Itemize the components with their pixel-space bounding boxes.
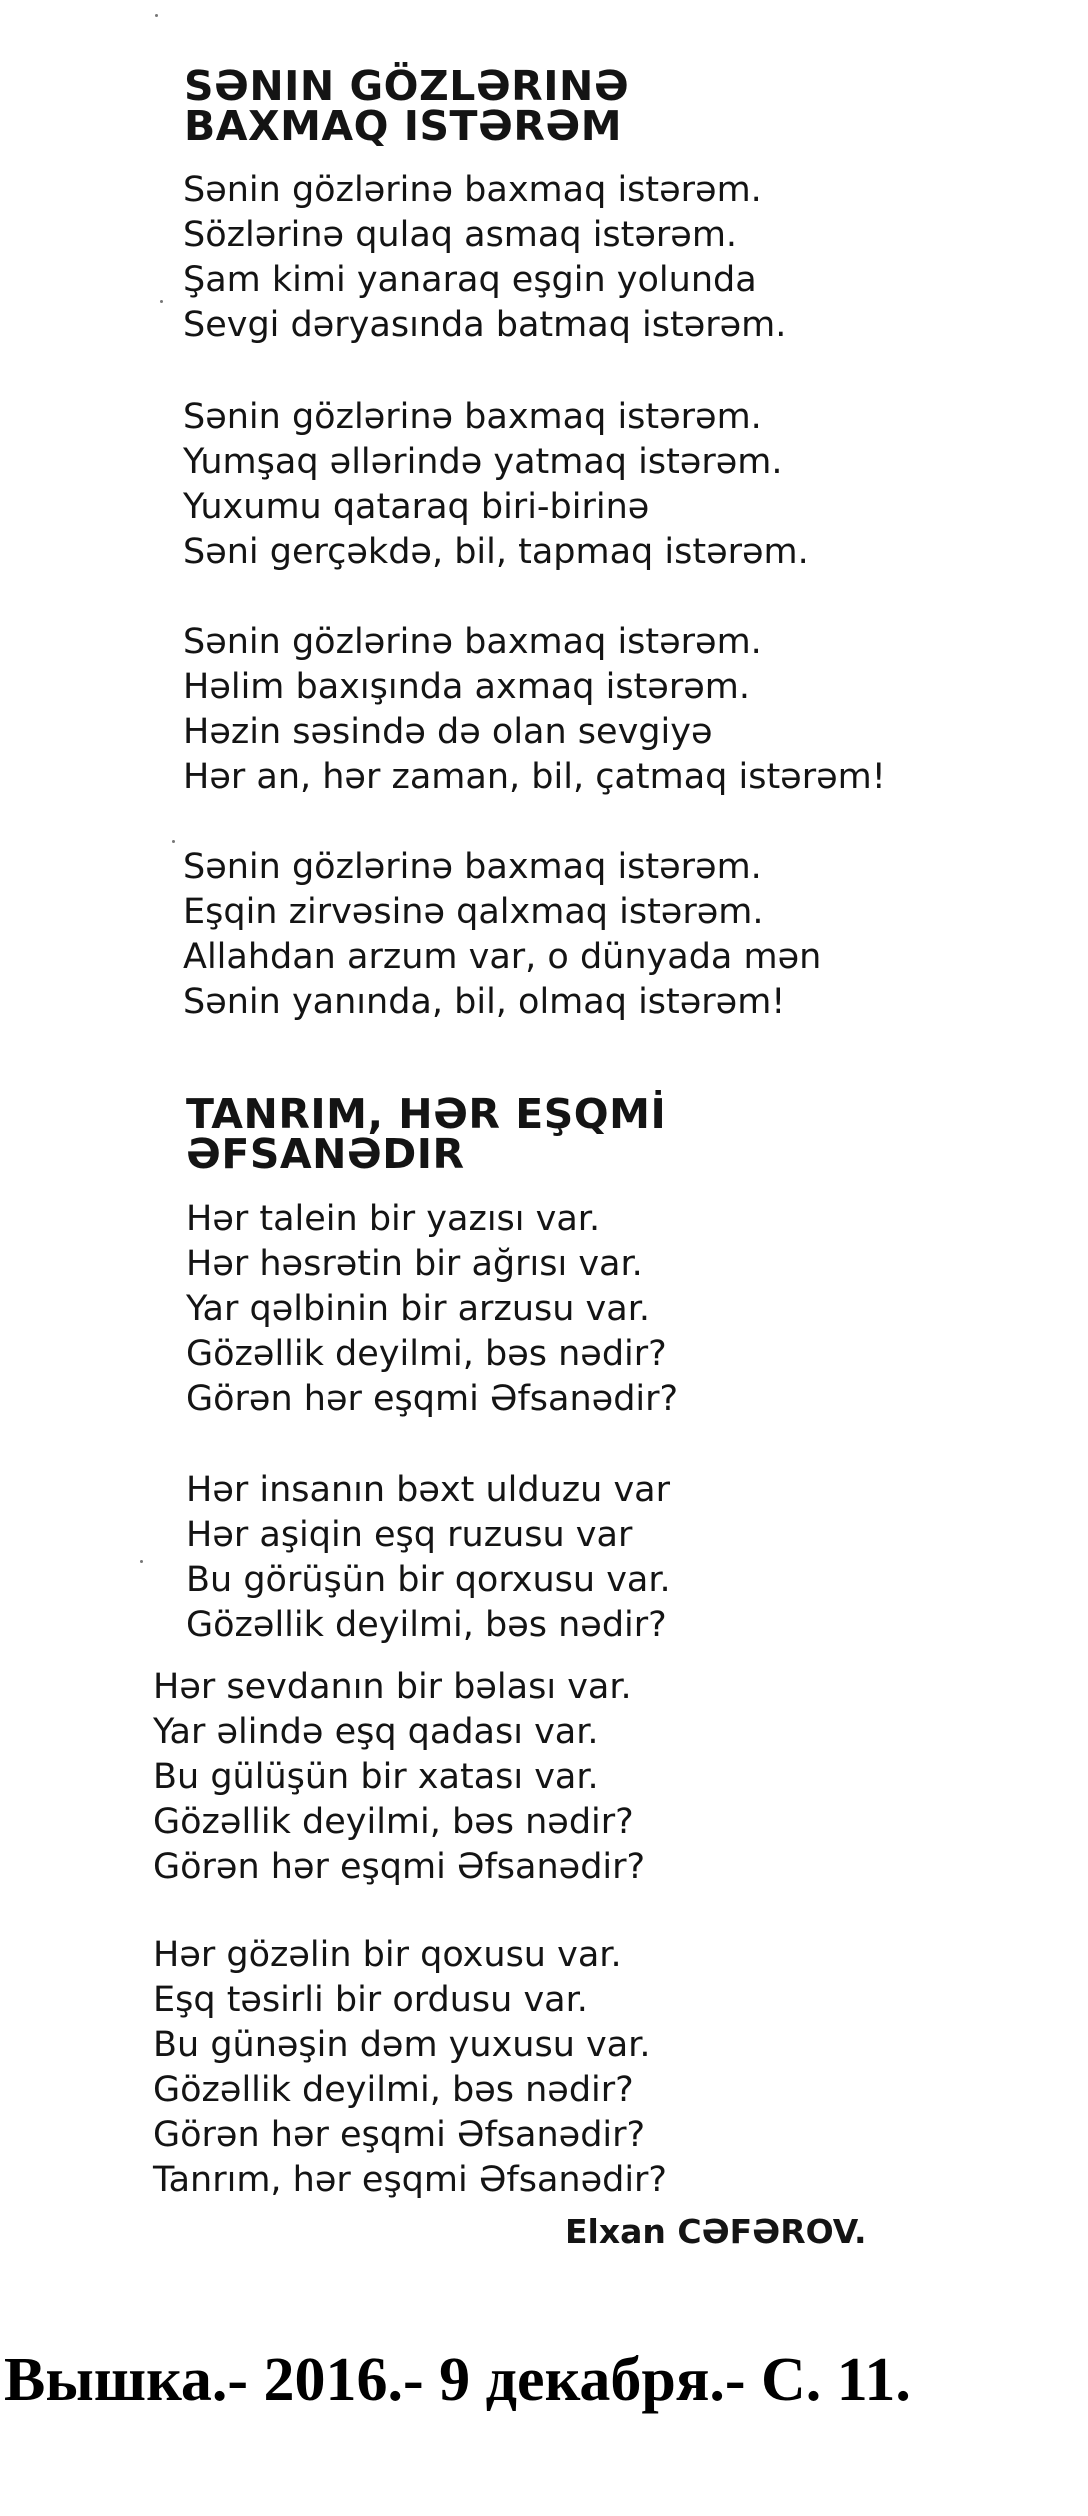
poem1-title-line-2: BAXMAQ ISTƏRƏM — [184, 102, 623, 150]
verse-line: Gözəllik deyilmi, bəs nədir? — [186, 1605, 667, 1645]
verse-line: Gözəllik deyilmi, bəs nədir? — [153, 1802, 634, 1842]
verse-line: Hər an, hər zaman, bil, çatmaq istərəm! — [183, 757, 886, 797]
verse-line: Bu görüşün bir qorxusu var. — [186, 1560, 671, 1600]
poem1-stanza-1 — [183, 168, 786, 348]
poem2-stanza-4 — [153, 1933, 667, 2203]
verse-line: Yumşaq əllərində yatmaq istərəm. — [183, 442, 783, 482]
poem1-stanza-3 — [183, 620, 886, 800]
verse-line: Hər həsrətin bir ağrısı var. — [186, 1244, 643, 1284]
poem1-title-line-1: SƏNIN GÖZLƏRINƏ — [184, 62, 630, 110]
verse-line: Sənin gözlərinə baxmaq istərəm. — [183, 397, 762, 437]
verse-line: Hər sevdanın bir bəlası var. — [153, 1667, 632, 1707]
verse-line: Hər gözəlin bir qoxusu var. — [153, 1935, 622, 1975]
verse-line: Gözəllik deyilmi, bəs nədir? — [186, 1334, 667, 1374]
poem2-title — [186, 1090, 667, 1178]
verse-line: Hər insanın bəxt ulduzu var — [186, 1470, 671, 1510]
verse-line: Görən hər eşqmi Əfsanədir? — [153, 1847, 646, 1887]
verse-line: Gözəllik deyilmi, bəs nədir? — [153, 2070, 634, 2110]
verse-line: Həzin səsində də olan sevgiyə — [183, 712, 713, 752]
scan-speck — [155, 14, 158, 17]
poem2-stanza-2 — [186, 1468, 671, 1648]
verse-line: Allahdan arzum var, o dünyada mən — [183, 937, 822, 977]
poem1-title — [184, 62, 630, 150]
verse-line: Yar qəlbinin bir arzusu var. — [186, 1289, 651, 1329]
verse-line: Bu gülüşün bir xatası var. — [153, 1757, 599, 1797]
poem1-stanza-4 — [183, 845, 821, 1025]
verse-line: Hər talein bir yazısı var. — [186, 1199, 601, 1239]
verse-line: Görən hər eşqmi Əfsanədir? — [186, 1379, 679, 1419]
verse-line: Sənin gözlərinə baxmaq istərəm. — [183, 622, 762, 662]
verse-line: Eşq təsirli bir ordusu var. — [153, 1980, 588, 2020]
verse-line: Sənin yanında, bil, olmaq istərəm! — [183, 982, 786, 1022]
poem2-title-line-1: TANRIM, HƏR EŞQMİ — [186, 1090, 667, 1138]
author-signature: Elxan CƏFƏROV. — [565, 2212, 867, 2251]
scan-speck — [172, 840, 175, 843]
scan-speck — [160, 300, 163, 303]
verse-line: Bu günəşin dəm yuxusu var. — [153, 2025, 651, 2065]
poem1-stanza-2 — [183, 395, 809, 575]
source-citation: Вышка.- 2016.- 9 декабря.- С. 11. — [4, 2346, 911, 2414]
verse-line: Sənin gözlərinə baxmaq istərəm. — [183, 847, 762, 887]
verse-line: Hər aşiqin eşq ruzusu var — [186, 1515, 633, 1555]
scan-speck — [140, 1560, 143, 1563]
verse-line: Sənin gözlərinə baxmaq istərəm. — [183, 170, 762, 210]
verse-line: Eşqin zirvəsinə qalxmaq istərəm. — [183, 892, 764, 932]
verse-line: Yuxumu qataraq biri-birinə — [183, 487, 650, 527]
poem2-title-line-2: ƏFSANƏDIR — [186, 1130, 465, 1178]
verse-line: Yar əlində eşq qadası var. — [153, 1712, 599, 1752]
verse-line: Səni gerçəkdə, bil, tapmaq istərəm. — [183, 532, 809, 572]
verse-line: Şam kimi yanaraq eşgin yolunda — [183, 260, 757, 300]
poem2-stanza-1 — [186, 1197, 678, 1422]
verse-line: Tanrım, hər eşqmi Əfsanədir? — [153, 2160, 668, 2200]
verse-line: Sözlərinə qulaq asmaq istərəm. — [183, 215, 738, 255]
verse-line: Görən hər eşqmi Əfsanədir? — [153, 2115, 646, 2155]
verse-line: Həlim baxışında axmaq istərəm. — [183, 667, 750, 707]
verse-line: Sevgi dəryasında batmaq istərəm. — [183, 305, 787, 345]
poem2-stanza-3 — [153, 1665, 645, 1890]
